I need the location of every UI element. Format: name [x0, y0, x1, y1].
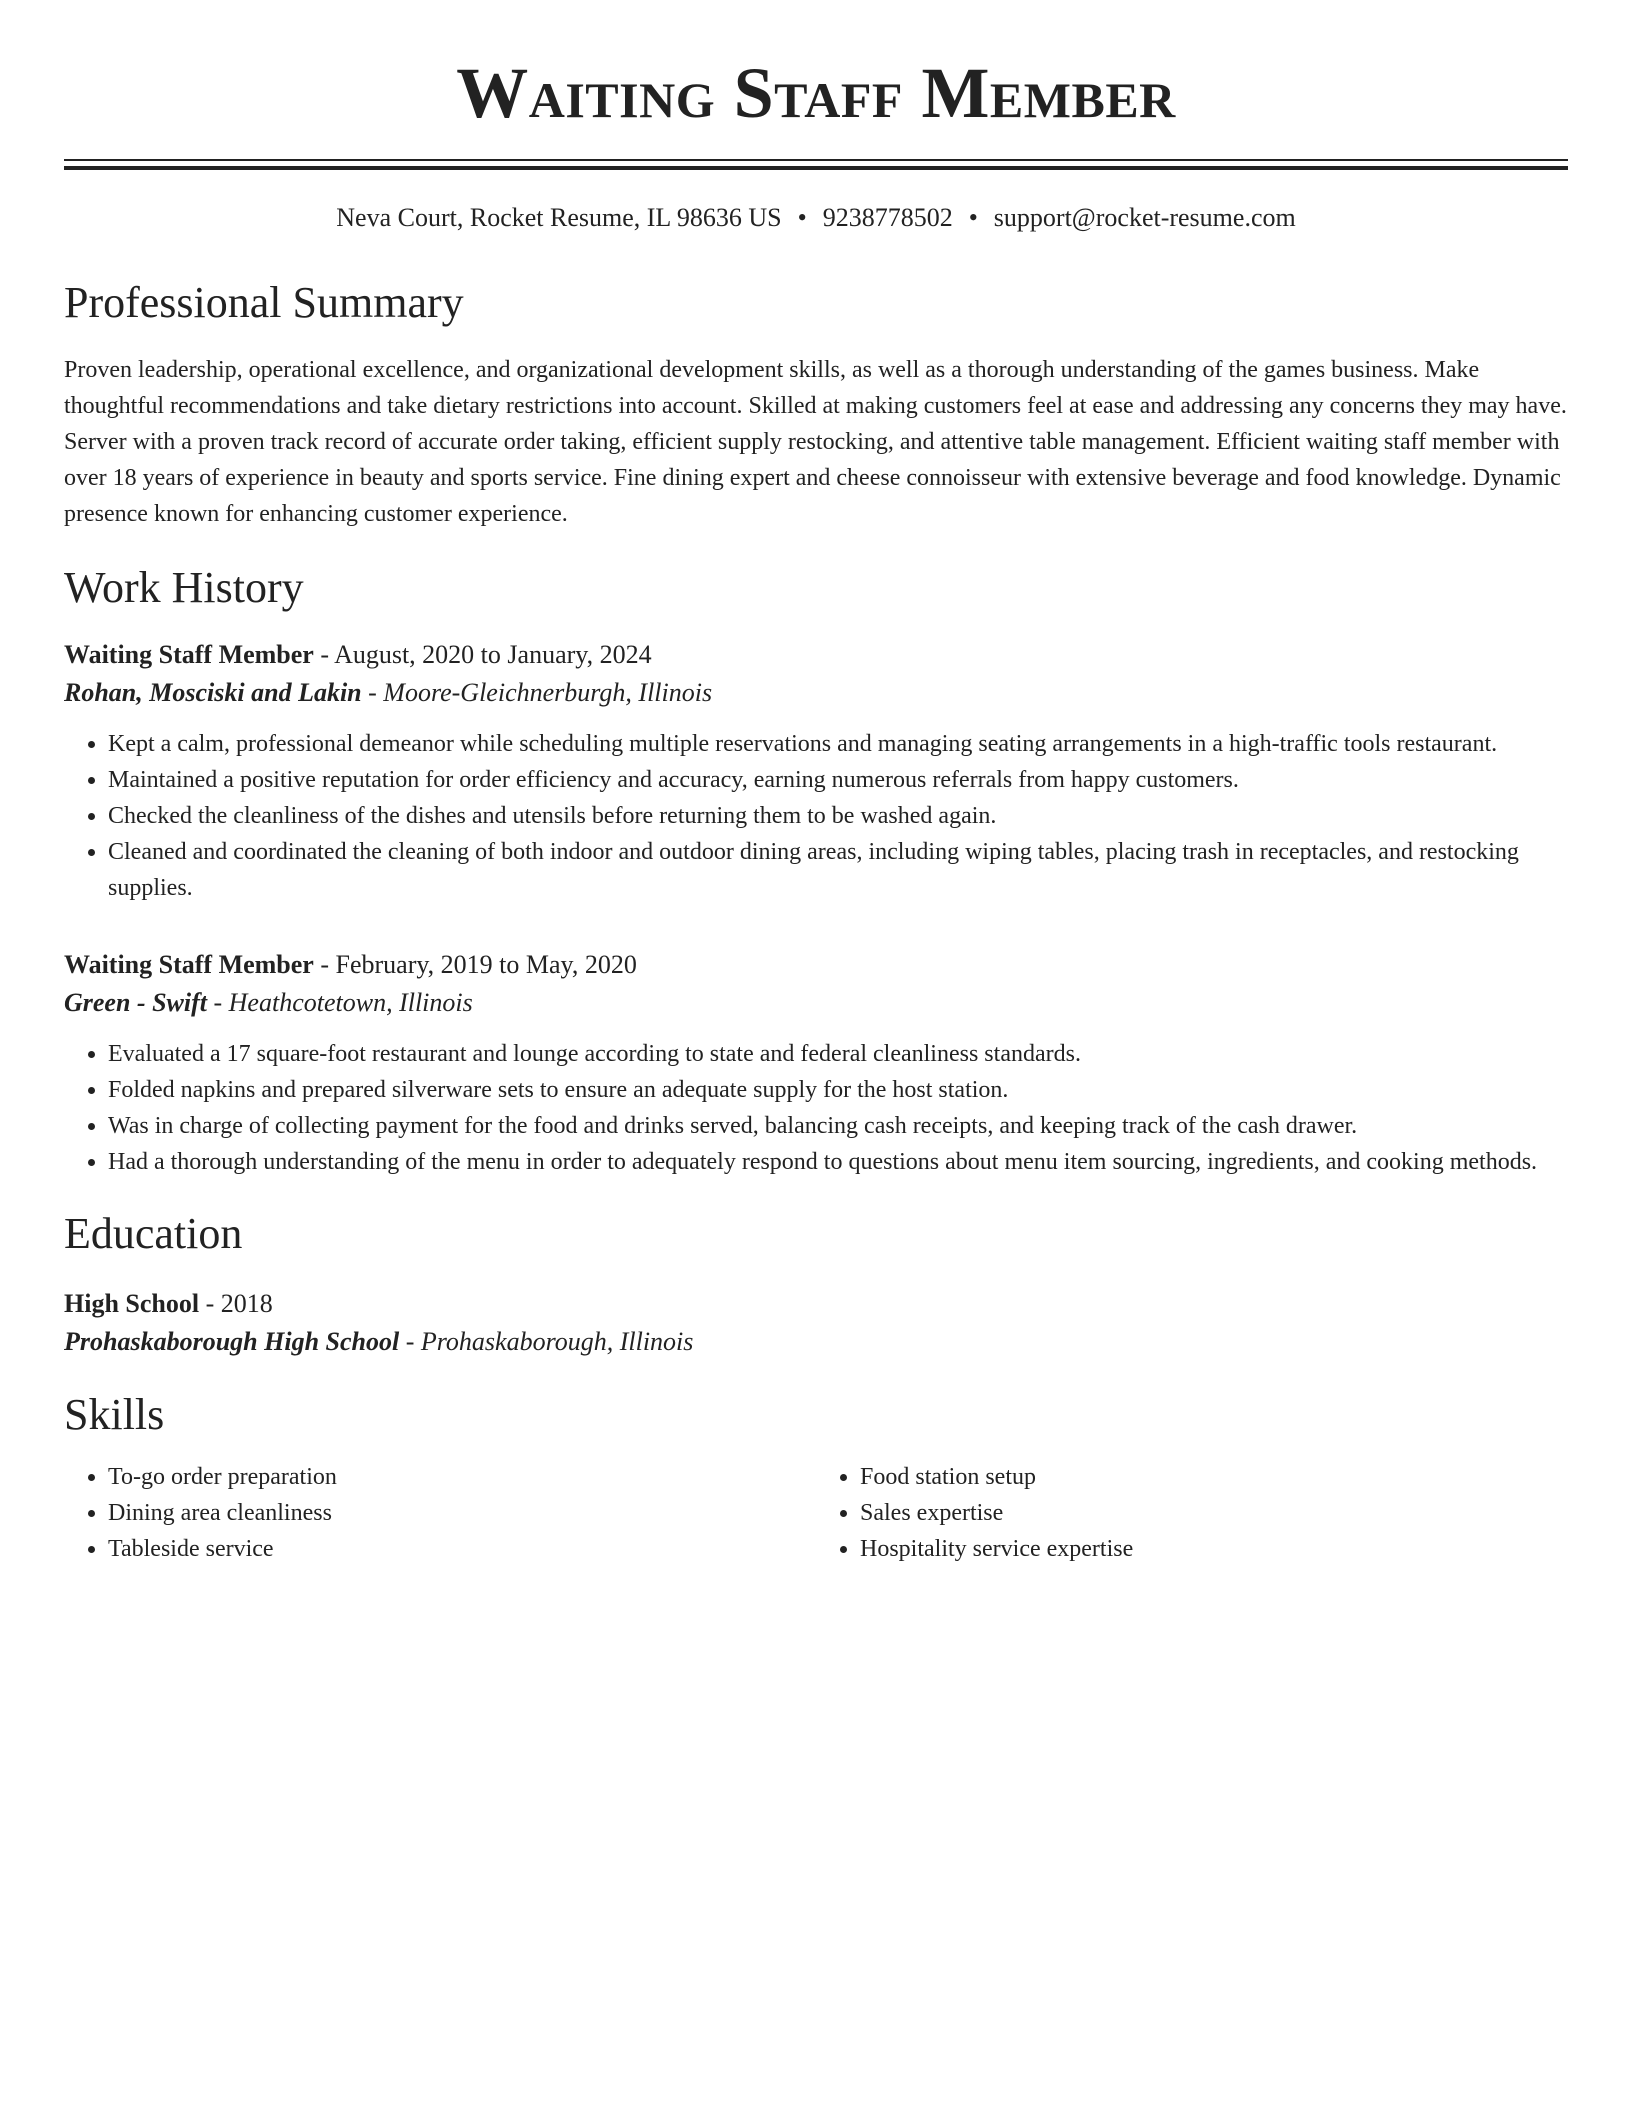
job-entry: [64, 636, 1568, 906]
list-item: • Maintained a positive reputation for order efficiency and accuracy, earning numerous referrals from happy customers.: [108, 762, 1568, 798]
job-title: Waiting Staff Member: [64, 950, 314, 980]
job-dates: - August, 2020 to January, 2024: [313, 640, 652, 670]
list-item: • Cleaned and coordinated the cleaning of both indoor and outdoor dining areas, including wiping tables, placing trash in receptacles, and restocking supplies.: [108, 834, 1568, 906]
employer-line: [64, 984, 1568, 1022]
skill-item: • Food station setup: [860, 1459, 1568, 1495]
job-title-line: [64, 636, 1568, 674]
employer-line: [64, 674, 1568, 712]
school-line: [64, 1323, 1568, 1361]
resume-name: Waiting Staff Member: [456, 53, 1176, 133]
skills-column-right: [816, 1459, 1568, 1567]
education-heading: Education: [64, 1209, 243, 1259]
skill-item: • Hospitality service expertise: [860, 1531, 1568, 1567]
job-bullets: [64, 726, 1568, 906]
skill-item: • To-go order preparation: [108, 1459, 816, 1495]
list-item: • Folded napkins and prepared silverware sets to ensure an adequate supply for the host station.: [108, 1072, 1568, 1108]
work-history-heading: Work History: [64, 562, 304, 612]
education-entry: [64, 1285, 1568, 1361]
list-item: • Had a thorough understanding of the menu in order to adequately respond to questions about menu item sourcing, ingredients, and cooking methods.: [108, 1144, 1568, 1180]
school-name: Prohaskaborough High School: [64, 1326, 400, 1356]
degree-line: [64, 1285, 1568, 1323]
skills-heading: Skills: [64, 1389, 165, 1439]
list-item: • Checked the cleanliness of the dishes and utensils before returning them to be washed again.: [108, 798, 1568, 834]
contact-separator: •: [968, 203, 978, 233]
employer-location: - Heathcotetown, Illinois: [207, 988, 473, 1018]
degree-year: - 2018: [199, 1288, 273, 1318]
employer-name: Green - Swift: [64, 988, 207, 1018]
skill-item: • Sales expertise: [860, 1495, 1568, 1531]
summary-text: Proven leadership, operational excellence, and organizational development skills, as well as a thorough understanding of the games business. Make thoughtful recommendations and take dietary restrictions into account. Skilled at making customers feel at ease and addressing any concerns they may have. Server with a proven track record of accurate order taking, efficient supply restocking, and attentive table management. Efficient waiting staff member with over 18 years of experience in beauty and sports service. Fine dining expert and cheese connoisseur with extensive beverage and food knowledge. Dynamic presence known for enhancing customer experience.: [64, 356, 1567, 527]
job-entry: [64, 946, 1568, 1180]
employer-location: - Moore-Gleichnerburgh, Illinois: [361, 678, 713, 708]
employer-name: Rohan, Mosciski and Lakin: [64, 678, 362, 708]
contact-address: Neva Court, Rocket Resume, IL 98636 US: [336, 203, 782, 233]
skill-item: • Tableside service: [108, 1531, 816, 1567]
list-item: • Was in charge of collecting payment for the food and drinks served, balancing cash receipts, and keeping track of the cash drawer.: [108, 1108, 1568, 1144]
degree-name: High School: [64, 1288, 200, 1318]
contact-email: support@rocket-resume.com: [993, 203, 1296, 233]
list-item: • Evaluated a 17 square-foot restaurant and lounge according to state and federal cleanliness standards.: [108, 1036, 1568, 1072]
job-bullets: [64, 1036, 1568, 1180]
header-divider: [64, 159, 1568, 170]
school-location: - Prohaskaborough, Illinois: [399, 1326, 694, 1356]
job-title: Waiting Staff Member: [64, 640, 314, 670]
skill-item: • Dining area cleanliness: [108, 1495, 816, 1531]
list-item: • Kept a calm, professional demeanor while scheduling multiple reservations and managing seating arrangements in a high-traffic tools restaurant.: [108, 726, 1568, 762]
contact-line: [64, 202, 1568, 233]
summary-heading: Professional Summary: [64, 278, 464, 328]
skills-column-left: [64, 1459, 816, 1567]
contact-separator: •: [797, 203, 807, 233]
contact-phone: 9238778502: [822, 203, 953, 233]
skills-grid: [64, 1459, 1568, 1567]
job-dates: - February, 2019 to May, 2020: [313, 950, 637, 980]
job-title-line: [64, 946, 1568, 984]
